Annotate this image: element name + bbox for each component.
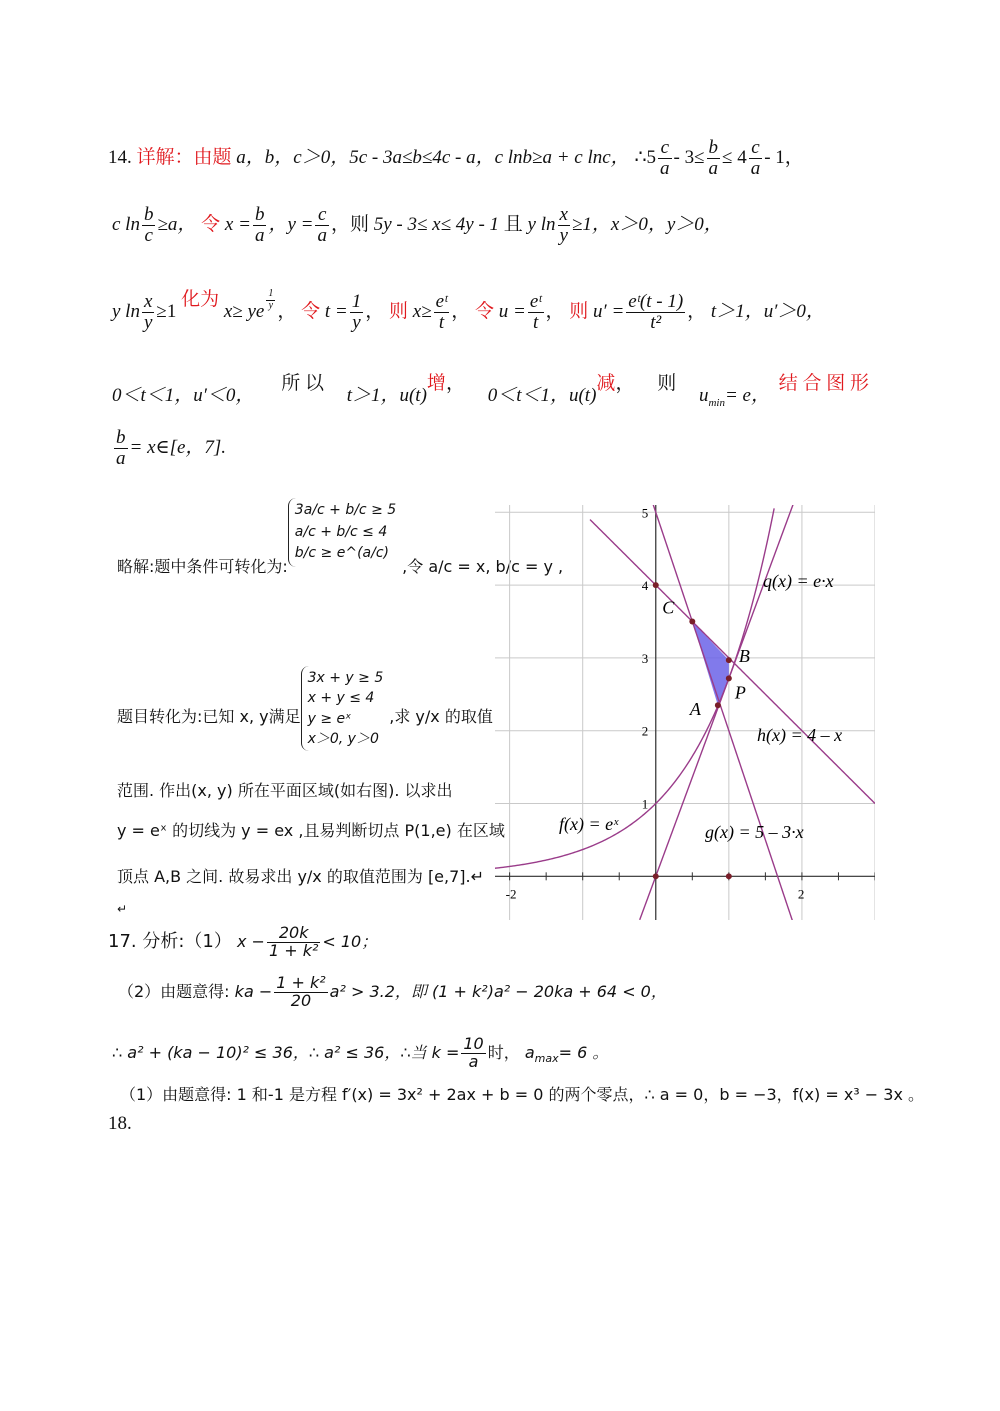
fraction: $\frac{20k}{\text{1 + k²}}$	[268, 923, 319, 960]
paragraph-mark: ↵	[117, 902, 128, 916]
point-label-B: B	[738, 646, 750, 667]
q17-line1: 17. 分析:（1） x − $\frac{20k}{\text{1 + k²}}$ < 10；	[108, 923, 378, 960]
q14-line3: y ln $\frac{x}{y}$ ≥1 化为 x≥ ye $\frac{1}{y}$ ， 令 t = $\frac{1}{y}$ ， 则 x≥ $\frac{\text{eᵗ}}{t}$ ， 令 u = $\frac{\text{eᵗ}}{t}$ ， 则 u′ = $\frac{\text{eᵗ(t - 1)}}{\text{t²}}$ ， t＞1，u′＞0，	[112, 288, 825, 333]
point-C	[689, 618, 695, 624]
condition-text: a，b，c＞0，5c - 3a≤b≤4c - a，c lnb≥a + c lnc，	[236, 146, 630, 168]
fraction: $\frac{c}{a}$	[317, 204, 327, 246]
fraction: $\frac{c}{a}$	[660, 137, 670, 179]
point-label-A: A	[689, 699, 701, 720]
fraction: $\frac{\text{eᵗ}}{t}$	[435, 291, 448, 333]
fraction: $\frac{c}{a}$	[750, 137, 761, 179]
line-q	[640, 505, 793, 920]
q17-line3: ∴ a² + (ka − 10)² ≤ 36，∴ a² ≤ 36，∴当 k = $\frac{10}{a}$ 时， $a_{max}= 6$ 。	[112, 1034, 609, 1071]
curves	[495, 505, 875, 920]
point-label-C: C	[662, 597, 675, 618]
brief-solution-line3: 范围. 作出(x, y) 所在平面区域(如右图). 以求出	[117, 781, 453, 800]
y4-dot	[653, 582, 659, 588]
fraction: $\frac{1}{y}$	[351, 291, 362, 333]
label-q: q(x) = e·x	[763, 571, 834, 591]
curve-f	[495, 508, 774, 868]
fraction: $\frac{\text{eᵗ}}{t}$	[529, 291, 542, 333]
point-label-P: P	[734, 682, 746, 703]
fraction: $\frac{10}{a}$	[463, 1034, 484, 1071]
q14-line2: c ln $\frac{b}{c}$ ≥a， 令 x = $\frac{b}{a}$ ，y = $\frac{c}{a}$ ，则 5y - 3≤ x≤ 4y - 1 且 y ln $\frac{x}{y}$ ≥1，x＞0，y＞0，	[112, 204, 723, 246]
brief-solution-line4: y = eˣ 的切线为 y = ex ,且易判断切点 P(1,e) 在区域	[117, 821, 505, 840]
label-h: h(x) = 4 – x	[757, 725, 843, 745]
fraction: $\frac{b}{a}$	[708, 137, 719, 179]
q17-line4: （1）由题意得: 1 和-1 是方程 f′(x) = 3x² + 2ax + b = 0 的两个零点，∴ a = 0，b = −3，f(x) = x³ − 3x 。	[120, 1085, 925, 1104]
label-f: f(x) = eˣ	[559, 814, 619, 834]
x-tick-label: -2	[505, 886, 517, 902]
y-tick-label: 1	[641, 796, 649, 812]
label-g: g(x) = 5 – 3·x	[705, 822, 804, 842]
question-number: 14.	[108, 146, 132, 168]
fraction: $\frac{x}{y}$	[143, 291, 153, 333]
q17-line2: （2）由题意得: ka − $\frac{\text{1 + k²}}{20}$ a² > 3.2，即 (1 + k²)a² − 20ka + 64 < 0，	[118, 973, 667, 1010]
region-graph	[495, 505, 875, 920]
fraction: $\frac{b}{a}$	[116, 427, 126, 469]
line-h	[590, 520, 875, 804]
solution-label: 详解：由题	[136, 146, 232, 168]
fraction: $\frac{b}{c}$	[143, 204, 154, 246]
axes	[495, 505, 875, 920]
fraction: $\frac{\text{1 + k²}}{20}$	[276, 973, 326, 1010]
q14-line4: 0＜t＜1，u′＜0， 所 以 t＞1，u(t)增， 0＜t＜1，u(t)减， 则 $u_{min}= e$， 结 合 图 形	[112, 373, 869, 409]
condition-system: 3a/c + b/c ≥ 5 a/c + b/c ≤ 4 b/c ≥ e^(a/c)	[288, 498, 402, 567]
q14-line5: $\frac{b}{a}$ = x∈[e，7].	[116, 427, 227, 469]
y-tick-label: 3	[641, 650, 649, 666]
y-tick-label: 5	[641, 505, 649, 521]
x1-dot	[726, 873, 732, 879]
origin-dot	[653, 873, 659, 879]
brief-solution-line5: 顶点 A,B 之间. 故易求出 y/x 的取值范围为 [e,7].↵	[117, 867, 485, 886]
brief-solution-line1: 略解:题中条件可转化为: 3a/c + b/c ≥ 5 a/c + b/c ≤ 4 b/c ≥ e^(a/c) ,令 a/c = x, b/c = y ,	[117, 498, 563, 628]
grid-lines	[495, 505, 875, 920]
x-tick-label: 2	[797, 886, 805, 902]
brief-solution-line2: 题目转化为:已知 x, y满足 3x + y ≥ 5 x + y ≤ 4 y ≥ eˣ x＞0, y＞0 ,求 y/x 的取值	[117, 666, 493, 766]
fraction: $\frac{\text{eᵗ(t - 1)}}{\text{t²}}$	[628, 291, 684, 333]
y-tick-label: 2	[641, 723, 649, 739]
point-A	[715, 702, 721, 708]
fraction: $\frac{x}{y}$	[559, 204, 568, 246]
line-g	[652, 505, 792, 920]
point-B	[726, 657, 732, 663]
exponent-fraction: $\frac{1}{y}$	[268, 288, 274, 311]
constraint-system: 3x + y ≥ 5 x + y ≤ 4 y ≥ eˣ x＞0, y＞0	[301, 666, 390, 751]
point-P	[726, 675, 732, 681]
q14-line1: 14. 详解：由题 a，b，c＞0，5c - 3a≤b≤4c - a，c lnb≥a + c lnc， ∴5 $\frac{c}{a}$ - 3≤ $\frac{b}{a}$ ≤ 4 $\frac{c}{a}$ - 1，	[108, 137, 804, 179]
fraction: $\frac{b}{a}$	[254, 204, 265, 246]
y-tick-label: 4	[641, 578, 649, 594]
question-18-number: 18.	[108, 1113, 132, 1134]
